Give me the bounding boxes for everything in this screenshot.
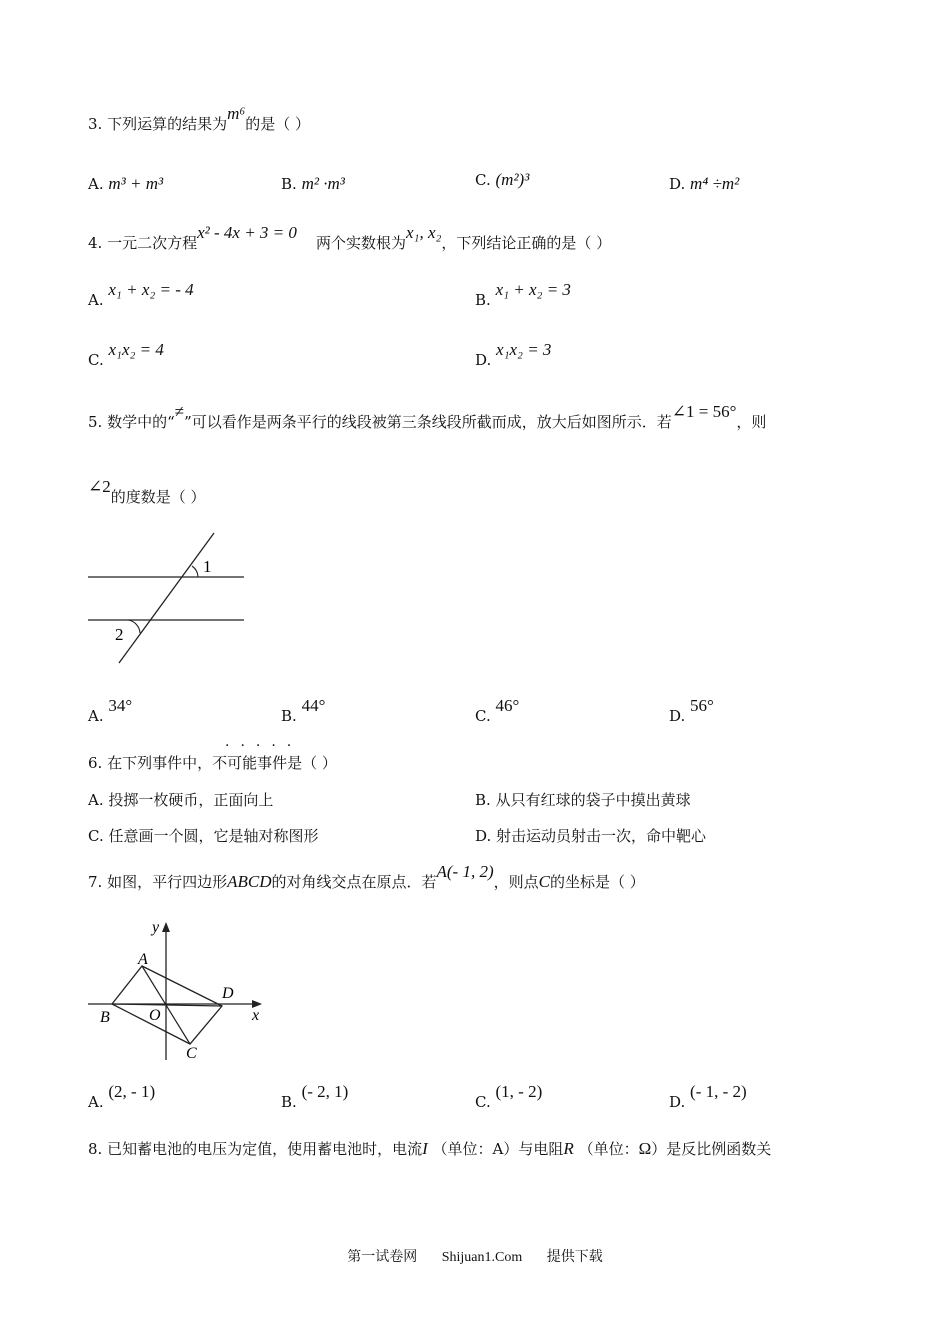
q7-y-arrow (162, 922, 170, 932)
q7-figure (86, 916, 271, 1064)
q5-stem: 5. 数学中的“≠”可以看作是两条平行的线段被第三条线段所截而成，放大后如图所示．若∠1 = 56°，则 (88, 402, 767, 431)
q6-emphasis: 不可能事件 (212, 754, 288, 772)
page-footer (0, 1246, 950, 1266)
q4-stem: 4. 一元二次方程x² - 4x + 3 = 0 两个实数根为x₁, x₂，下列结论正确的是（ ） (88, 223, 612, 252)
q6-option-b: B. 从只有红球的袋子中摸出黄球 (475, 791, 691, 809)
q4-equation: x² - 4x + 3 = 0 (197, 223, 297, 242)
q5-option-b: B. 44° (281, 696, 326, 725)
q5-transversal (119, 533, 214, 663)
q4-roots: x₁, x₂ (405, 223, 442, 242)
q7-option-a: A. (2, - 1) (88, 1082, 156, 1111)
q5-option-a: A. 34° (88, 696, 133, 725)
q7-label-o: O (149, 1007, 161, 1024)
q8-resistance: R (563, 1139, 574, 1158)
q7-parallelogram: ABCD (227, 872, 272, 891)
footer-site-name: 第一试卷网 (347, 1249, 418, 1265)
q7-option-d: D. (- 1, - 2) (669, 1082, 747, 1111)
q6-option-a: A. 投掷一枚硬币，正面向上 (88, 791, 274, 809)
q7-label-x: x (252, 1007, 260, 1024)
q5-stem-line2: ∠2的度数是（ ） (88, 477, 206, 506)
q4-option-a: A. x₁ + x₂ = - 4 (88, 280, 194, 309)
q5-label-2: 2 (115, 625, 124, 644)
q7-label-d: D (222, 985, 234, 1002)
q4-option-d: D. x₁x₂ = 3 (475, 340, 552, 369)
q8-current: I (422, 1139, 428, 1158)
q7-label-c: C (186, 1045, 197, 1062)
q4-option-c: C. x₁x₂ = 4 (88, 340, 164, 369)
q6-option-c: C. 任意画一个圆，它是轴对称图形 (88, 827, 319, 845)
q3-stem: 3. 下列运算的结果为m⁶的是（ ） (88, 104, 311, 133)
q7-point-c: C (538, 872, 550, 891)
q6-option-d: D. 射击运动员射击一次，命中靶心 (475, 827, 707, 845)
q4-option-b: B. x₁ + x₂ = 3 (475, 280, 571, 309)
q7-label-y: y (152, 919, 160, 936)
q5-label-1: 1 (203, 557, 212, 576)
q5-angle1: ∠1 = 56° (671, 402, 737, 421)
q5-angle2: ∠2 (88, 477, 111, 496)
q6-emphasis-dots: ····· (225, 738, 303, 754)
q7-label-a: A (138, 951, 148, 968)
q5-neq-symbol: ≠ (174, 402, 185, 421)
q5-option-c: C. 46° (475, 696, 520, 725)
q3-option-d: D. m⁴ ÷m² (669, 174, 740, 193)
q3-option-c: C. (m²)³ (475, 170, 530, 189)
q6-stem: 6. 在下列事件中，不可能事件是（ ） (88, 754, 337, 772)
q7-point-a: A(- 1, 2) (436, 862, 494, 881)
q5-figure (86, 530, 251, 668)
footer-site-url: Shijuan1.Com (441, 1250, 523, 1265)
q5-angle1-arc (192, 566, 198, 577)
q7-option-c: C. (1, - 2) (475, 1082, 543, 1111)
footer-download-text: 提供下载 (546, 1249, 603, 1265)
q3-stem-math: m⁶ (227, 104, 246, 123)
q7-stem: 7. 如图，平行四边形ABCD的对角线交点在原点．若A(- 1, 2)，则点C的坐标是（ ） (88, 862, 645, 891)
q3-option-a: A. m³ + m³ (88, 174, 164, 193)
q8-omega: Ω (638, 1139, 652, 1158)
q7-label-b: B (100, 1009, 110, 1026)
q3-option-b: B. m² ·m³ (281, 174, 345, 193)
q8-stem: 8. 已知蓄电池的电压为定值，使用蓄电池时，电流I （单位：A）与电阻R （单位：Ω）是反比例函数关 (88, 1139, 772, 1158)
q5-option-d: D. 56° (669, 696, 714, 725)
q5-angle2-arc (128, 620, 140, 633)
q7-option-b: B. (- 2, 1) (281, 1082, 349, 1111)
